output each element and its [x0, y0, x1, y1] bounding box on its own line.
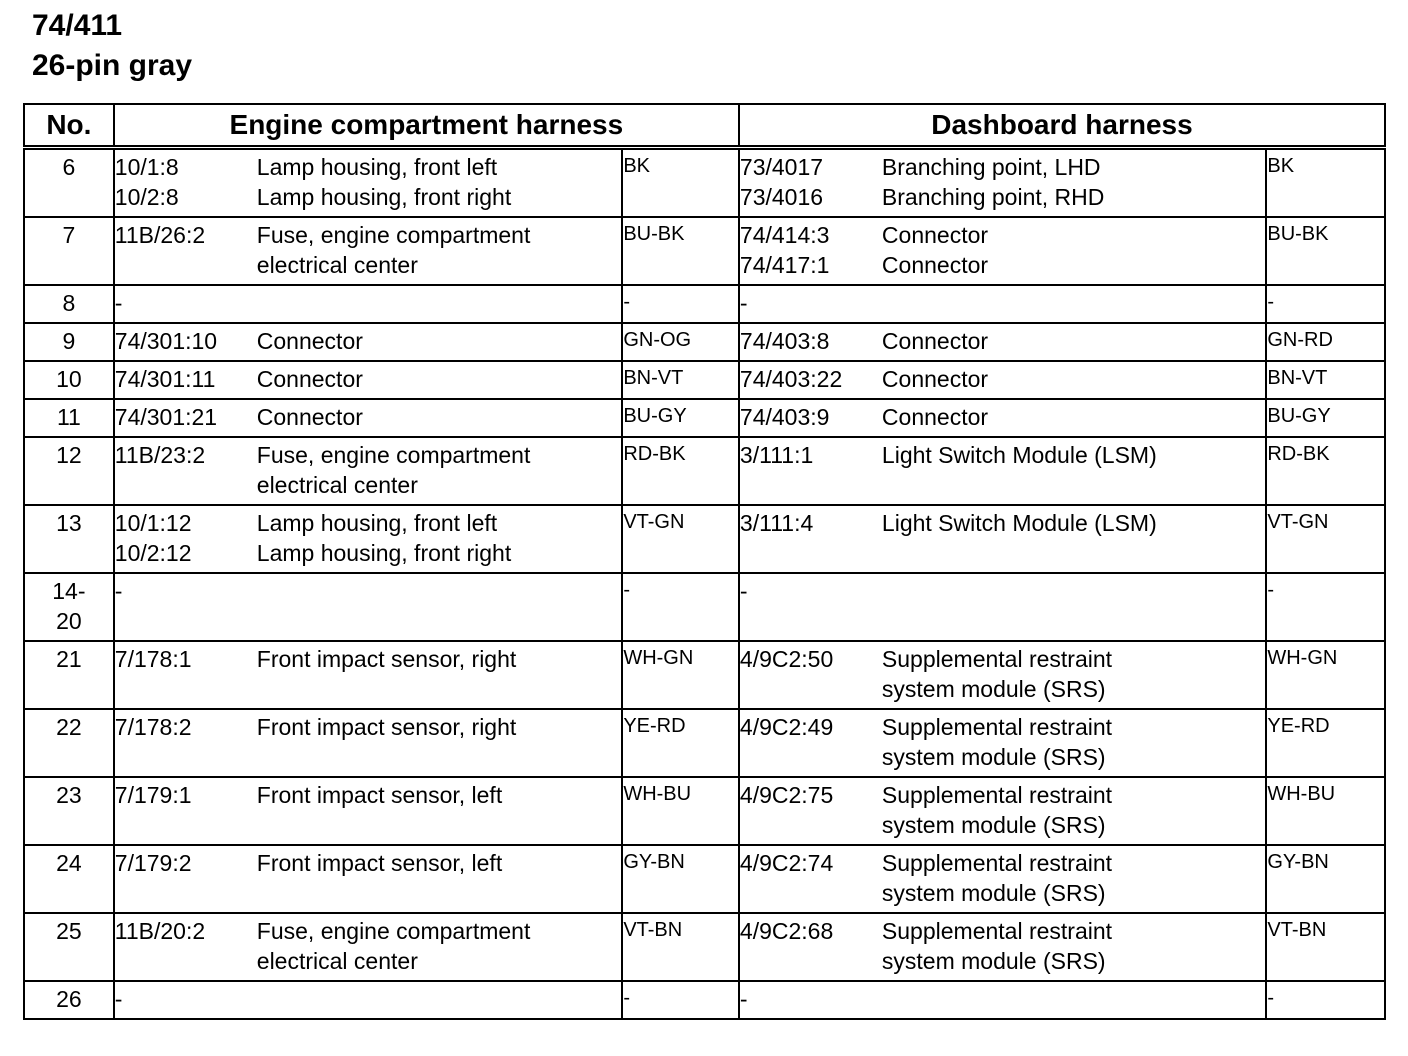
wire-color: YE-RD [1267, 715, 1330, 737]
terminal-id: 3/111:4 [739, 510, 814, 536]
table-row [24, 323, 1385, 361]
wire-color: BU-BK [623, 223, 685, 245]
dashboard-wire-color-cell [1266, 777, 1385, 845]
wire-color: VT-GN [623, 511, 685, 533]
dashboard-harness-line [740, 250, 1265, 280]
dashboard-harness-line [740, 288, 1265, 318]
pin-number-cell [24, 913, 114, 981]
table-row [24, 399, 1385, 437]
dashboard-harness-line [740, 152, 1265, 182]
component-description: Connector [881, 328, 989, 354]
terminal-id: 3/111:1 [739, 442, 814, 468]
wire-color: - [1267, 579, 1275, 601]
component-description: Front impact sensor, right [256, 714, 517, 740]
pin-number: 7 [62, 222, 76, 248]
pin-number-cell [24, 437, 114, 505]
pin-number: 14- [52, 578, 86, 604]
dashboard-harness-line [740, 644, 1265, 674]
engine-wire-color-cell [622, 505, 739, 573]
engine-wire-color-cell [622, 361, 739, 399]
terminal-id: 74/301:11 [114, 366, 216, 392]
component-description [882, 288, 1265, 318]
dashboard-wire-color-cell [1266, 323, 1385, 361]
component-description [257, 288, 622, 318]
dashboard-harness-cell [739, 285, 1266, 323]
engine-harness-cell [114, 573, 623, 641]
dashboard-wire-color-cell [1266, 437, 1385, 505]
component-description: Front impact sensor, left [256, 782, 503, 808]
table-row [24, 981, 1385, 1019]
engine-harness-line [115, 152, 622, 182]
component-description: electrical center [256, 948, 418, 974]
engine-harness-cell [114, 845, 623, 913]
terminal-id [740, 674, 882, 704]
component-description: Front impact sensor, left [256, 850, 503, 876]
pin-number-cell [24, 573, 114, 641]
wire-color: GN-OG [623, 329, 692, 351]
dashboard-harness-line [740, 984, 1265, 1014]
dashboard-wire-color-cell [1266, 217, 1385, 285]
dashboard-wire-color-cell [1266, 573, 1385, 641]
dashboard-wire-color-cell [1266, 709, 1385, 777]
wire-color: VT-GN [1267, 511, 1329, 533]
component-description: system module (SRS) [881, 676, 1106, 702]
terminal-id: 4/9C2:74 [739, 850, 834, 876]
pin-number: 9 [62, 328, 76, 354]
connector-id: 74/411 [32, 9, 123, 42]
component-description: system module (SRS) [881, 812, 1106, 838]
engine-harness-cell [114, 981, 623, 1019]
pin-number-cell [24, 777, 114, 845]
dashboard-harness-cell [739, 709, 1266, 777]
pin-number: 22 [56, 714, 82, 740]
terminal-id: 10/2:8 [114, 184, 179, 210]
component-description [257, 984, 622, 1014]
wire-color: VT-BN [623, 919, 683, 941]
terminal-id [115, 250, 257, 280]
table-row [24, 437, 1385, 505]
component-description: Fuse, engine compartment [256, 222, 531, 248]
dashboard-harness-line [740, 576, 1265, 606]
dashboard-harness-line [740, 780, 1265, 810]
component-description: Supplemental restraint [881, 918, 1113, 944]
component-description: Connector [256, 328, 363, 354]
engine-harness-line [115, 182, 622, 212]
pin-number: 6 [62, 154, 76, 180]
pin-number-cell [24, 845, 114, 913]
component-description: Light Switch Module (LSM) [881, 510, 1157, 536]
dashboard-harness-cell [739, 361, 1266, 399]
terminal-id: 7/179:2 [114, 850, 192, 876]
pin-number-cell [24, 285, 114, 323]
terminal-id: 74/403:22 [739, 366, 843, 392]
document-title [32, 6, 192, 86]
terminal-id: 73/4016 [739, 184, 824, 210]
pin-number: 8 [62, 290, 76, 316]
dashboard-harness-line [740, 742, 1265, 772]
wire-color: WH-BU [1267, 783, 1336, 805]
wire-color: - [623, 987, 630, 1009]
dashboard-harness-cell [739, 148, 1266, 218]
dashboard-harness-line [740, 182, 1265, 212]
pin-number: 11 [56, 404, 81, 430]
dashboard-harness-line [740, 508, 1265, 538]
pinout-table [23, 103, 1386, 1020]
component-description: Lamp housing, front left [256, 154, 498, 180]
component-description: Fuse, engine compartment [256, 442, 531, 468]
component-description: Connector [881, 366, 989, 392]
terminal-id: 11B/26:2 [114, 222, 206, 248]
table-row [24, 361, 1385, 399]
component-description: Supplemental restraint [881, 646, 1113, 672]
dashboard-wire-color-cell [1266, 285, 1385, 323]
engine-harness-line [115, 946, 622, 976]
engine-wire-color-cell [622, 709, 739, 777]
dashboard-wire-color-cell [1266, 361, 1385, 399]
table-header-row [24, 104, 1385, 148]
header-dashboard-harness: Dashboard harness [739, 104, 1385, 148]
terminal-id [115, 470, 257, 500]
component-description: Connector [881, 222, 989, 248]
terminal-id: 4/9C2:75 [739, 782, 834, 808]
pin-number-cell [24, 641, 114, 709]
dashboard-wire-color-cell [1266, 148, 1385, 218]
terminal-id: 4/9C2:49 [739, 714, 834, 740]
component-description: electrical center [256, 472, 418, 498]
engine-harness-cell [114, 709, 623, 777]
engine-harness-line [115, 984, 622, 1014]
pin-number: 24 [56, 850, 82, 876]
engine-harness-cell [114, 148, 623, 218]
engine-harness-cell [114, 505, 623, 573]
dashboard-harness-line [740, 946, 1265, 976]
engine-harness-line [115, 576, 622, 606]
dashboard-harness-cell [739, 437, 1266, 505]
terminal-id: - [739, 986, 748, 1012]
table-row [24, 913, 1385, 981]
dashboard-harness-line [740, 674, 1265, 704]
engine-harness-cell [114, 913, 623, 981]
pin-number-cell [24, 505, 114, 573]
table-row [24, 573, 1385, 641]
pin-number: 13 [56, 510, 82, 536]
pin-number-cell [24, 399, 114, 437]
table-body [24, 148, 1385, 1020]
engine-harness-cell [114, 217, 623, 285]
engine-harness-line [115, 644, 622, 674]
component-description: Light Switch Module (LSM) [881, 442, 1157, 468]
pin-number: 23 [56, 782, 82, 808]
component-description: Front impact sensor, right [256, 646, 517, 672]
pin-number: 20 [56, 608, 82, 634]
table-row [24, 845, 1385, 913]
dashboard-harness-cell [739, 573, 1266, 641]
pin-number: 10 [56, 366, 82, 392]
terminal-id [115, 946, 257, 976]
wire-color: BU-BK [1267, 223, 1329, 245]
engine-harness-line [115, 364, 622, 394]
terminal-id: 74/403:9 [739, 404, 830, 430]
component-description: Connector [881, 252, 989, 278]
wire-color: VT-BN [1267, 919, 1327, 941]
component-description: Supplemental restraint [881, 714, 1113, 740]
component-description: Connector [256, 404, 363, 430]
dashboard-harness-cell [739, 913, 1266, 981]
engine-harness-line [115, 440, 622, 470]
wire-color: GY-BN [1267, 851, 1329, 873]
terminal-id [740, 946, 882, 976]
pin-number-cell [24, 323, 114, 361]
engine-wire-color-cell [622, 437, 739, 505]
wire-color: BU-GY [623, 405, 687, 427]
pin-number: 12 [56, 442, 82, 468]
dashboard-harness-cell [739, 323, 1266, 361]
dashboard-harness-cell [739, 399, 1266, 437]
pin-number: 21 [56, 646, 82, 672]
component-description: Branching point, RHD [881, 184, 1105, 210]
engine-harness-line [115, 470, 622, 500]
pin-number: 26 [56, 986, 82, 1012]
engine-harness-cell [114, 641, 623, 709]
wire-color: BU-GY [1267, 405, 1331, 427]
terminal-id: - [114, 578, 123, 604]
dashboard-harness-cell [739, 845, 1266, 913]
wire-color: - [623, 291, 630, 313]
dashboard-harness-line [740, 848, 1265, 878]
pin-number-cell [24, 217, 114, 285]
dashboard-wire-color-cell [1266, 399, 1385, 437]
terminal-id: 10/2:12 [114, 540, 192, 566]
table-row [24, 217, 1385, 285]
terminal-id: 7/178:2 [114, 714, 192, 740]
engine-harness-cell [114, 285, 623, 323]
engine-wire-color-cell [622, 148, 739, 218]
wire-color: - [623, 579, 630, 601]
dashboard-harness-cell [739, 981, 1266, 1019]
dashboard-harness-line [740, 878, 1265, 908]
engine-wire-color-cell [622, 217, 739, 285]
engine-harness-line [115, 780, 622, 810]
terminal-id: 74/417:1 [739, 252, 830, 278]
component-description: Supplemental restraint [881, 850, 1113, 876]
engine-harness-line [115, 402, 622, 432]
table-row [24, 505, 1385, 573]
engine-harness-line [115, 220, 622, 250]
wire-color: BK [623, 155, 650, 177]
component-description: Lamp housing, front left [256, 510, 498, 536]
terminal-id: 11B/20:2 [114, 918, 206, 944]
terminal-id: - [114, 290, 123, 316]
component-description: Lamp housing, front right [256, 184, 512, 210]
dashboard-harness-cell [739, 505, 1266, 573]
terminal-id: 10/1:8 [114, 154, 179, 180]
wire-color: BN-VT [623, 367, 684, 389]
component-description: Connector [881, 404, 989, 430]
wire-color: YE-RD [623, 715, 686, 737]
component-description [882, 984, 1265, 1014]
component-description: Lamp housing, front right [256, 540, 512, 566]
engine-harness-line [115, 848, 622, 878]
engine-harness-cell [114, 361, 623, 399]
terminal-id: 73/4017 [739, 154, 824, 180]
terminal-id: 74/414:3 [739, 222, 830, 248]
dashboard-harness-cell [739, 217, 1266, 285]
terminal-id: 4/9C2:50 [739, 646, 834, 672]
dashboard-harness-line [740, 712, 1265, 742]
table-row [24, 709, 1385, 777]
dashboard-wire-color-cell [1266, 641, 1385, 709]
component-description: Branching point, LHD [881, 154, 1101, 180]
engine-wire-color-cell [622, 913, 739, 981]
engine-harness-cell [114, 777, 623, 845]
wire-color: BK [1267, 155, 1295, 177]
dashboard-harness-cell [739, 641, 1266, 709]
terminal-id [740, 742, 882, 772]
dashboard-wire-color-cell [1266, 913, 1385, 981]
engine-wire-color-cell [622, 323, 739, 361]
dashboard-wire-color-cell [1266, 505, 1385, 573]
pin-number-cell [24, 148, 114, 218]
engine-wire-color-cell [622, 285, 739, 323]
engine-harness-line [115, 250, 622, 280]
wire-color: WH-GN [1267, 647, 1338, 669]
component-description: system module (SRS) [881, 744, 1106, 770]
wire-color: WH-BU [623, 783, 692, 805]
terminal-id: 11B/23:2 [114, 442, 206, 468]
component-description: electrical center [256, 252, 418, 278]
terminal-id: 4/9C2:68 [739, 918, 834, 944]
header-no: No. [24, 104, 114, 148]
engine-wire-color-cell [622, 845, 739, 913]
dashboard-harness-line [740, 402, 1265, 432]
dashboard-harness-cell [739, 777, 1266, 845]
wire-color: BN-VT [1267, 367, 1328, 389]
terminal-id [740, 810, 882, 840]
pin-number-cell [24, 709, 114, 777]
pin-number-cell [24, 361, 114, 399]
engine-wire-color-cell [622, 777, 739, 845]
component-description: Supplemental restraint [881, 782, 1113, 808]
engine-harness-line [115, 326, 622, 356]
header-engine-harness: Engine compartment harness [114, 104, 739, 148]
pin-number-cell [24, 981, 114, 1019]
pin-number: 25 [56, 918, 82, 944]
component-description: system module (SRS) [881, 880, 1106, 906]
dashboard-harness-line [740, 810, 1265, 840]
engine-harness-line [115, 288, 622, 318]
wire-color: - [1267, 987, 1275, 1009]
engine-harness-line [115, 508, 622, 538]
terminal-id: - [739, 290, 748, 316]
engine-harness-line [115, 916, 622, 946]
terminal-id: 74/403:8 [739, 328, 830, 354]
terminal-id: 74/301:10 [114, 328, 218, 354]
terminal-id: 10/1:12 [114, 510, 192, 536]
wire-color: GY-BN [623, 851, 685, 873]
engine-wire-color-cell [622, 981, 739, 1019]
dashboard-wire-color-cell [1266, 981, 1385, 1019]
dashboard-harness-line [740, 364, 1265, 394]
component-description: system module (SRS) [881, 948, 1106, 974]
engine-wire-color-cell [622, 641, 739, 709]
terminal-id: 74/301:21 [114, 404, 218, 430]
table-row [24, 148, 1385, 218]
connector-description: 26-pin gray [32, 49, 193, 82]
wire-color: GN-RD [1267, 329, 1333, 351]
terminal-id: 7/179:1 [114, 782, 192, 808]
engine-harness-line [115, 712, 622, 742]
component-description: Connector [256, 366, 363, 392]
dashboard-harness-line [740, 326, 1265, 356]
dashboard-harness-line [740, 916, 1265, 946]
terminal-id: - [739, 578, 748, 604]
component-description [257, 576, 622, 606]
table-row [24, 285, 1385, 323]
wire-color: WH-GN [623, 647, 694, 669]
wire-color: RD-BK [623, 443, 686, 465]
dashboard-wire-color-cell [1266, 845, 1385, 913]
engine-harness-cell [114, 399, 623, 437]
terminal-id: - [114, 986, 123, 1012]
engine-harness-line [115, 538, 622, 568]
engine-harness-cell [114, 437, 623, 505]
dashboard-harness-line [740, 440, 1265, 470]
wire-color: - [1267, 291, 1275, 313]
dashboard-harness-line [740, 220, 1265, 250]
wire-color: RD-BK [1267, 443, 1330, 465]
table-row [24, 777, 1385, 845]
engine-harness-cell [114, 323, 623, 361]
component-description: Fuse, engine compartment [256, 918, 531, 944]
terminal-id: 7/178:1 [114, 646, 192, 672]
table-row [24, 641, 1385, 709]
terminal-id [740, 878, 882, 908]
component-description [882, 576, 1265, 606]
engine-wire-color-cell [622, 573, 739, 641]
engine-wire-color-cell [622, 399, 739, 437]
